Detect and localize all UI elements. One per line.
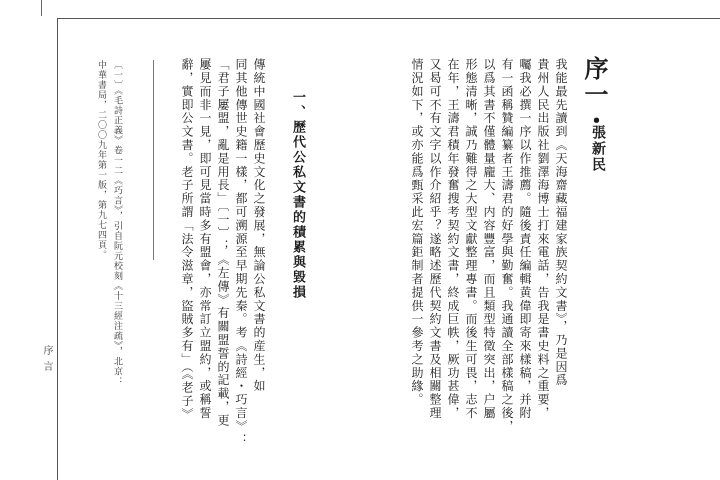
footnote-separator: [153, 60, 154, 260]
text-line: 囑我必撰一序以作推薦。隨後責任編輯黄偉即寄來樣稿，并附: [518, 58, 532, 420]
text-line: 形態清晰，誠乃難得之大型文獻整理專書。而後生可畏，志不: [464, 58, 478, 420]
text-line: 傳統中國社會歷史文化之發展，無論公私文書的産生，如: [252, 58, 266, 393]
footnote-line: 中華書局，二〇〇九年第一版，第九七四頁。: [96, 60, 106, 260]
footnote: [85, 60, 125, 470]
preface-title: 序一・: [580, 56, 609, 134]
text-line: 有一函稱贊編纂者王濤君的好學與勤奮。我通讀全部樣稿之後，: [500, 58, 514, 434]
text-line: 在年，王濤君積年發奮搜考契約文書，終成巨帙，厥功甚偉，: [446, 58, 460, 420]
preface-paragraph-1: [310, 58, 570, 473]
text-line: 「君子屢盟，亂是用長」〔一〕；《左傳》有關盟誓的記載，更: [216, 58, 230, 428]
text-line: 又曷可不有文字以作介紹乎？遂略述歷代契約文書及相關整理: [428, 58, 442, 420]
preface-author: 張新民: [590, 125, 606, 173]
text-line: 辭，實即公文書。老子所謂「法令滋章，盜賊多有」（《老子》: [180, 58, 194, 422]
text-line: 同其他傳世史籍一樣，都可溯源至早期先秦。考《詩經・巧言》：: [234, 58, 248, 447]
text-line: 貴州人民出版社劉澤海博士打來電話，告我是書史料之重要，: [536, 58, 550, 420]
text-line: 屢見而非一見，即可見當時多有盟會，亦常訂立盟約，或稱誓: [198, 58, 212, 420]
page-frame-left-rule: [57, 18, 58, 480]
page-frame-top-rule: [57, 18, 720, 19]
text-line: 我能最先讀到《天海齋藏福建家族契約文書》，乃是因爲: [554, 58, 568, 387]
text-line: 以爲其書不僅體量龐大、内容豐富，而且類型特徵突出，户屬: [482, 58, 496, 420]
section-heading: 一、歷代公私文書的積累與毀損: [290, 90, 305, 300]
text-line: 情況如下，或亦能爲甄采此宏篇鉅制者提供一參考之助緣。: [410, 58, 424, 407]
footnote-line: 〔一〕《毛詩正義》卷一二《巧言》，引自阮元校刻《十三經注疏》，北京：: [112, 60, 122, 387]
crop-mark: [41, 0, 42, 16]
running-margin-label: 序言: [41, 345, 52, 377]
preface-paragraph-2: [172, 58, 268, 473]
